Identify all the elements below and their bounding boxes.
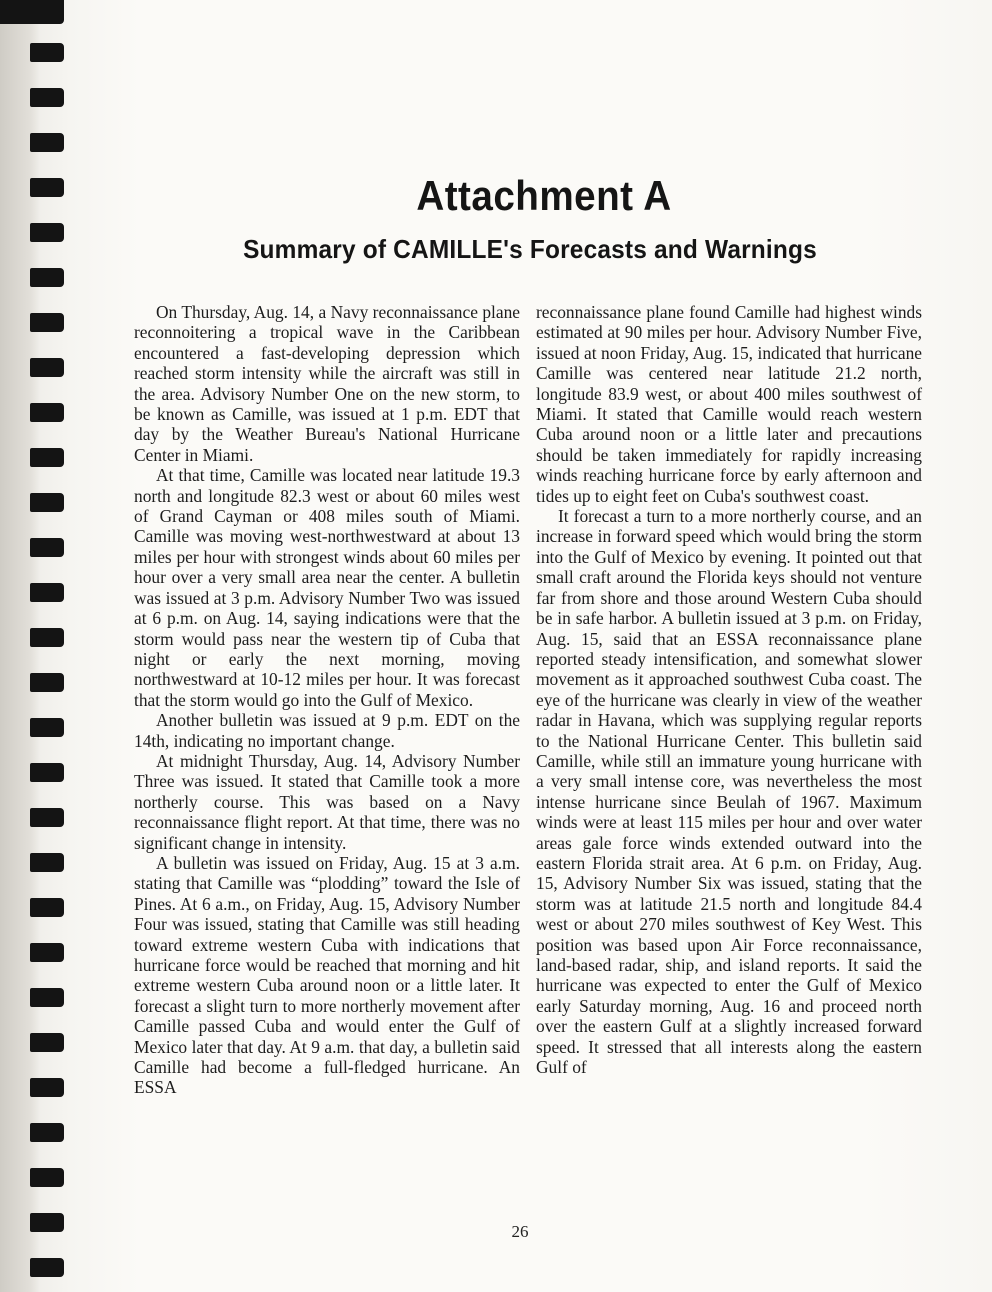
binding-comb-tooth — [30, 448, 64, 467]
left-column — [134, 302, 520, 1098]
paragraph: At midnight Thursday, Aug. 14, Advisory Number Three was issued. It stated that Camille took a more northerly course. This was based on a Navy reconnaissance flight report. At that time, there was no significant change in intensity. — [134, 750, 520, 853]
binding-comb-tooth — [30, 718, 64, 737]
binding-comb-tooth — [30, 898, 64, 917]
binding-comb-tooth — [30, 1078, 64, 1097]
binding-comb-tooth — [30, 1033, 64, 1052]
binding-comb-tooth — [30, 268, 64, 287]
paragraph: Another bulletin was issued at 9 p.m. EDT on the 14th, indicating no important change. — [134, 710, 520, 751]
binding-comb-tooth — [30, 763, 64, 782]
page-subtitle: Summary of CAMILLE's Forecasts and Warnings — [243, 234, 817, 264]
binding-comb-tooth — [30, 1168, 64, 1187]
paragraph: A bulletin was issued on Friday, Aug. 15 at 3 a.m. stating that Camille was “plodding” toward the Isle of Pines. At 6 a.m., on Friday, Aug. 15, Advisory Number Four was issued, stating that Camille was still heading toward extreme western Cuba with indications that hurricane force would be reached that morning and hit extreme western Cuba around noon or a little later. It forecast a slight turn to more northerly movement after Camille passed Cuba and would enter the Gulf of Mexico later that day. At 9 a.m. that day, a bulletin said Camille had become a full-fledged hurricane. An ESSA — [134, 852, 520, 1098]
binding-comb-tooth — [30, 583, 64, 602]
right-column — [536, 302, 922, 1077]
paragraph: At that time, Camille was located near latitude 19.3 north and longitude 82.3 west or about 60 miles west of Grand Cayman or 408 miles south of Miami. Camille was moving west-northwestward at about 13 miles per hour with strongest winds about 60 miles per hour over a very small area near the center. A bulletin was issued at 3 p.m. Advisory Number Two was issued at 6 p.m. on Aug. 14, saying indications were that the storm would pass near the western tip of Cuba that night or early the next morning, moving northwestward at 10-12 miles per hour. It was forecast that the storm would go into the Gulf of Mexico. — [134, 465, 520, 710]
binding-comb-tooth — [30, 988, 64, 1007]
binding-comb-tooth — [30, 808, 64, 827]
binding-comb-tooth — [30, 133, 64, 152]
binding-comb-tooth — [30, 403, 64, 422]
binding-comb-tooth — [30, 943, 64, 962]
binding-comb-tooth — [0, 0, 64, 24]
binding-comb-tooth — [30, 88, 64, 107]
paragraph: reconnaissance plane found Camille had highest winds estimated at 90 miles per hour. Advisory Number Five, issued at noon Friday, Aug. 15, indicated that hurricane Camille was centered near latitude 21.2 north, longitude 83.9 west, or about 400 miles southwest of Miami. It stated that Camille would reach western Cuba around noon or a little later and precautions should be taken immediately for rapidly increasing winds reaching hurricane force by early afternoon and tides up to eight feet on Cuba's southwest coast. — [536, 302, 922, 506]
page-title: Attachment A — [416, 172, 672, 219]
binding-comb-tooth — [30, 1258, 64, 1277]
binding-comb-tooth — [30, 493, 64, 512]
binding-comb-tooth — [30, 313, 64, 332]
binding-comb-tooth — [30, 1123, 64, 1142]
binding-comb-tooth — [30, 1213, 64, 1232]
binding-comb-tooth — [30, 628, 64, 647]
paragraph: On Thursday, Aug. 14, a Navy reconnaissance plane reconnoitering a tropical wave in the Caribbean encountered a fast-developing depression which reached storm intensity while the aircraft was still in the area. Advisory Number One on the new storm, to be known as Camille, was issued at 1 p.m. EDT that day by the Weather Bureau's National Hurricane Center in Miami. — [134, 302, 520, 465]
binding-comb-tooth — [30, 43, 64, 62]
binding-comb-tooth — [30, 223, 64, 242]
page-number: 26 — [511, 1222, 529, 1241]
binding-comb-tooth — [30, 358, 64, 377]
binding-comb-tooth — [30, 673, 64, 692]
paragraph: It forecast a turn to a more northerly course, and an increase in forward speed which would bring the storm into the Gulf of Mexico by evening. It pointed out that small craft around the Florida keys should not venture far from shore and those around Western Cuba should be in safe harbor. A bulletin issued at 3 p.m. on Friday, Aug. 15, said that an ESSA reconnaissance plane reported steady intensification, and somewhat slower movement as it approached southwest Cuba coast. The eye of the hurricane was clearly in view of the weather radar in Havana, which was supplying regular reports to the National Hurricane Center. This bulletin said Camille, while still an immature young hurricane with a very small intense core, was nevertheless the most intense hurricane since Beulah of 1967. Maximum winds were at least 115 miles per hour and over water areas gale force winds extended outward into the eastern Florida strait area. At 6 p.m. on Friday, Aug. 15, Advisory Number Six was issued, stating that the storm was at latitude 21.5 north and longitude 84.4 west or about 270 miles southwest of Key West. This position was based upon Air Force reconnaissance, land-based radar, ship, and island reports. It said the hurricane was expected to enter the Gulf of Mexico early Saturday morning, Aug. 16 and proceed north over the eastern Gulf at a slightly increased forward speed. It stressed that all interests along the eastern Gulf of — [536, 506, 922, 1078]
binding-comb-tooth — [30, 538, 64, 557]
binding-comb-tooth — [30, 853, 64, 872]
